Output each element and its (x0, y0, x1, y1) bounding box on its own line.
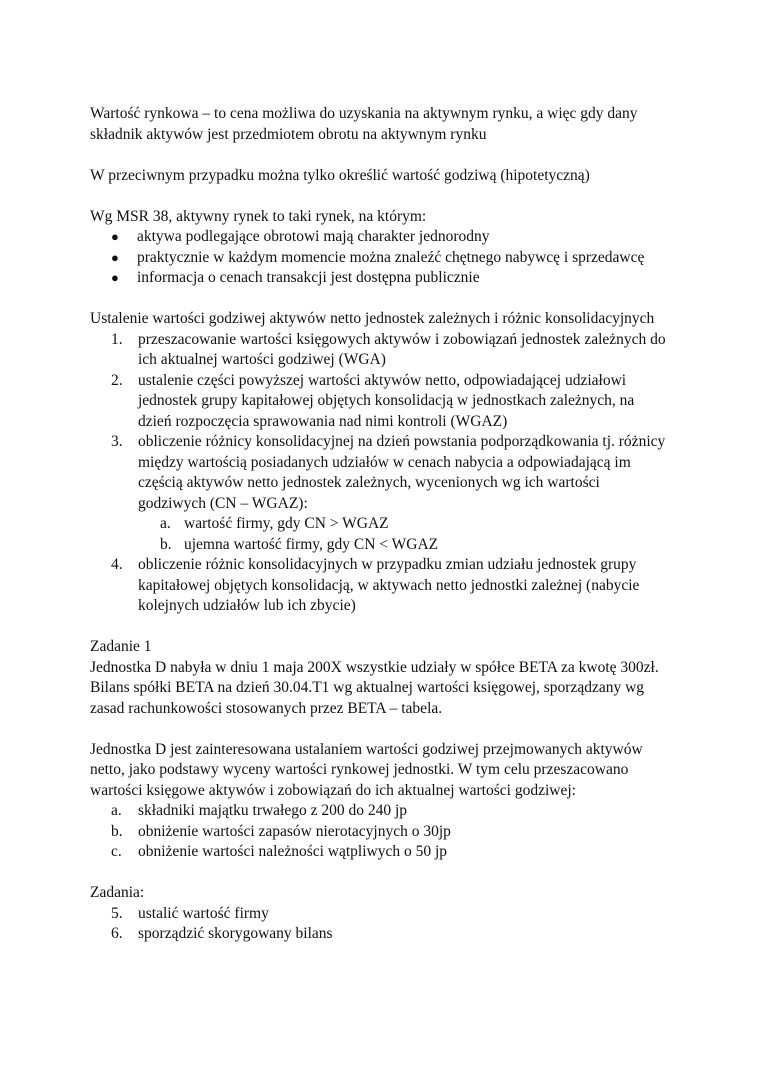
revaluation-list (90, 801, 670, 863)
tasks-list (90, 904, 670, 945)
list-item: 3. obliczenie różnicy konsolidacyjnej na dzień powstania podporządkowania tj. różnicy między wartością posiadanych udziałów w cenach nabycia a odpowiadającą im częścią aktywów netto jednostek zależnych, wycenionych wg ich wartości godziwych (CN – WGAZ): a. wartość firmy, gdy CN > WGAZ b. ujemna wartość firmy, gdy CN < WGAZ (138, 432, 670, 555)
consolidation-steps-list (90, 330, 670, 617)
list-item: ● aktywa podlegające obrotowi mają charakter jednorodny (137, 227, 670, 248)
list-item: b. obniżenie wartości zapasów nierotacyjnych o 30jp (111, 822, 451, 840)
list-item: ● praktycznie w każdym momencie można znaleźć chętnego nabywcę i sprzedawcę (137, 248, 670, 269)
list-item: 2. ustalenie części powyższej wartości aktywów netto, odpowiadającej udziałowi jednostek grupy kapitałowej objętych konsolidacją w jednostkach zależnych, na dzień rozpoczęcia sprawowania nad nimi kontroli (WGAZ) (111, 371, 635, 430)
task-description: Jednostka D nabyła w dniu 1 maja 200X wszystkie udziały w spółce BETA za kwotę 300zł. Bilans spółki BETA na dzień 30.04.T1 wg aktualnej wartości księgowej, sporządzany wg zasad rachunkowości stosowanych przez BETA – tabela. (90, 658, 659, 717)
list-item: 6. sporządzić skorygowany bilans (111, 925, 333, 942)
list-item: a. wartość firmy, gdy CN > WGAZ (160, 515, 389, 532)
consolidation-heading: Ustalenie wartości godziwej aktywów netto jednostek zależnych i różnic konsolidacyjnych (90, 310, 655, 327)
list-item: 1. przeszacowanie wartości księgowych aktywów i zobowiązań jednostek zależnych do ich aktualnej wartości godziwej (WGA) (111, 330, 666, 368)
task-title: Zadanie 1 (90, 638, 152, 655)
list-item: 5. ustalić wartość firmy (111, 904, 269, 922)
list-item: c. obniżenie wartości należności wątpliwych o 50 jp (111, 843, 448, 860)
list-item: ● informacja o cenach transakcji jest dostępna publicznie (137, 268, 670, 289)
bullet-icon: ● (111, 270, 119, 285)
tasks-title: Zadania: (90, 884, 145, 901)
task-revaluation-intro: Jednostka D jest zainteresowana ustalaniem wartości godziwej przejmowanych aktywów netto, jako podstawy wyceny wartości rynkowej jednostki. W tym celu przeszacowano wartości księgowe aktywów i zobowiązań do ich aktualnej wartości godziwej: (90, 740, 643, 799)
bullet-icon: ● (111, 249, 119, 265)
market-value-definition: Wartość rynkowa – to cena możliwa do uzyskania na aktywnym rynku, a więc gdy dany składnik aktywów jest przedmiotem obrotu na aktywnym rynku (90, 105, 638, 143)
list-item: b. ujemna wartość firmy, gdy CN < WGAZ (160, 535, 439, 553)
list-item: a. składniki majątku trwałego z 200 do 240 jp (111, 802, 408, 819)
active-market-criteria-list (90, 227, 670, 289)
list-item: 4. obliczenie różnic konsolidacyjnych w przypadku zmian udziału jednostek grupy kapitałowej objętych konsolidacją, w aktywach netto jednostki zależnej (nabycie kolejnych udziałów lub ich zbycie) (111, 556, 640, 614)
fair-value-note: W przeciwnym przypadku można tylko określić wartość godziwą (hipotetyczną) (90, 166, 590, 184)
goodwill-cases-list (138, 514, 670, 555)
bullet-icon: ● (111, 229, 119, 244)
active-market-intro: Wg MSR 38, aktywny rynek to taki rynek, na którym: (90, 207, 427, 225)
